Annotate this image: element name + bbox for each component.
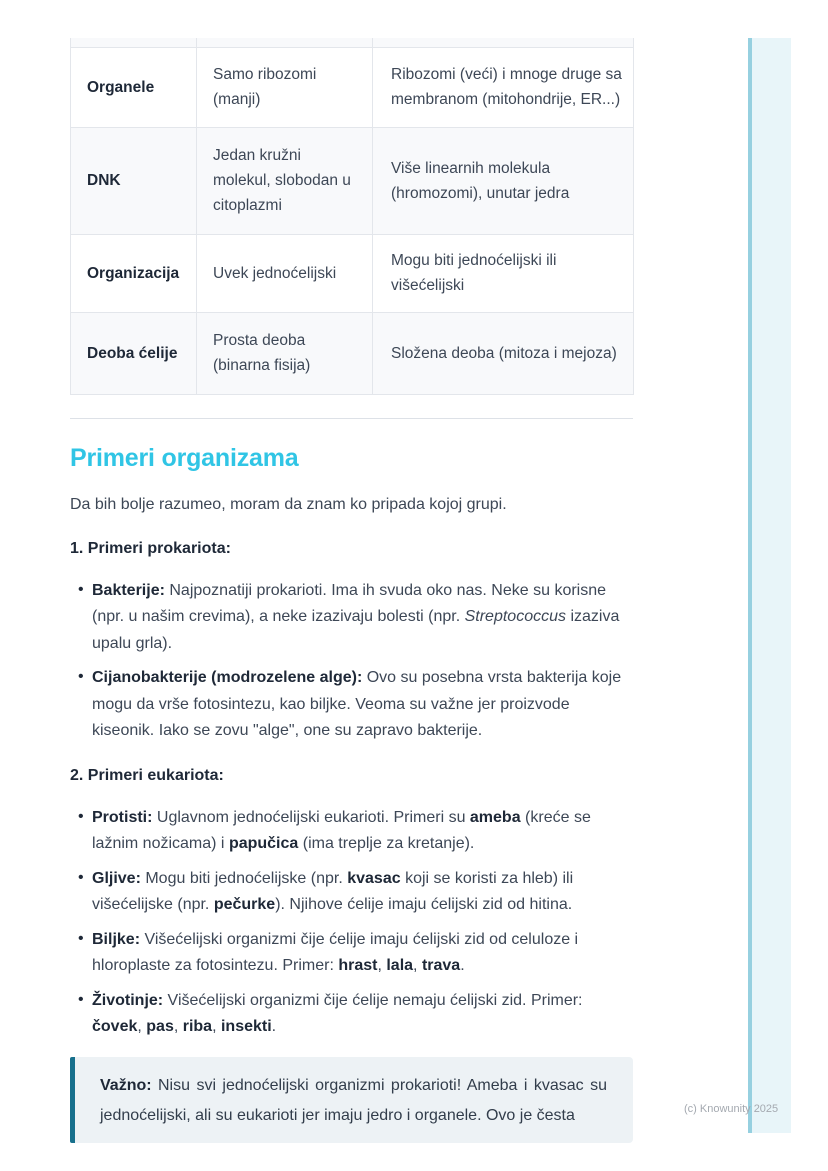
list-item-text: Gljive: Mogu biti jednoćelijske (npr. kvasac koji se koristi za hleb) ili višećelijske (npr. pečurke). Njihove ćelije imaju ćelijski zid od hitina. bbox=[92, 869, 574, 913]
eukaryote-examples-list bbox=[70, 805, 633, 1041]
eukaryote-cell: Ribozomi (veći) i mnoge druge sa membranom (mitohondrije, ER...) bbox=[373, 47, 634, 127]
prokaryote-cell: Samo ribozomi (manji) bbox=[197, 47, 373, 127]
list-item bbox=[70, 578, 633, 658]
list-item-text: Protisti: Uglavnom jednoćelijski eukarioti. Primeri su ameba (kreće se lažnim nožicama) i papučica (ima treplje za kretanje). bbox=[92, 808, 591, 852]
list-item bbox=[70, 927, 633, 980]
table-row bbox=[71, 47, 634, 127]
list-item-text: Cijanobakterije (modrozelene alge): Ovo su posebna vrsta bakterija koje mogu da vrše fotosintezu, kao biljke. Veoma su važne jer proizvode kiseonik. Iako se zovu "alge", one su zapravo bakterije. bbox=[92, 669, 622, 739]
eukaryotes-subheading: 2. Primeri eukariota: bbox=[70, 766, 224, 784]
list-item bbox=[70, 988, 633, 1041]
list-item bbox=[70, 665, 633, 745]
table-row bbox=[71, 234, 634, 312]
prokaryote-cell: Jedan kružni molekul, slobodan u citoplazmi bbox=[197, 127, 373, 234]
table-cell bbox=[373, 38, 634, 47]
prokaryotes-subheading: 1. Primeri prokariota: bbox=[70, 539, 231, 557]
section-heading: Primeri organizama bbox=[70, 443, 299, 472]
comparison-table bbox=[70, 38, 634, 395]
bullet-icon: • bbox=[78, 868, 84, 886]
prokaryote-cell: Prosta deoba (binarna fisija) bbox=[197, 312, 373, 394]
table-row bbox=[71, 312, 634, 394]
row-label-cell: Deoba ćelije bbox=[71, 312, 197, 394]
eukaryote-cell: Mogu biti jednoćelijski ili višećelijski bbox=[373, 234, 634, 312]
list-item-text: Bakterije: Najpoznatiji prokarioti. Ima ih svuda oko nas. Neke su korisne (npr. u našim crevima), a neke izazivaju bolesti (npr. Streptococcus izaziva upalu grla). bbox=[92, 581, 620, 652]
prokaryote-cell: Uvek jednoćelijski bbox=[197, 234, 373, 312]
table-row-cutoff bbox=[71, 38, 634, 47]
document-content bbox=[70, 38, 633, 1143]
bullet-icon: • bbox=[78, 990, 84, 1008]
important-callout bbox=[70, 1057, 633, 1143]
page-edge-band bbox=[748, 38, 791, 1133]
watermark: (c) Knowunity 2025 bbox=[684, 1103, 779, 1115]
table-cell bbox=[71, 38, 197, 47]
list-item-text: Biljke: Višećelijski organizmi čije ćelije imaju ćelijski zid od celuloze i hloroplaste za fotosintezu. Primer: hrast, lala, trava. bbox=[92, 930, 579, 974]
bullet-icon: • bbox=[78, 580, 84, 598]
bullet-icon: • bbox=[78, 807, 84, 825]
eukaryote-cell: Više linearnih molekula (hromozomi), unutar jedra bbox=[373, 127, 634, 234]
bullet-icon: • bbox=[78, 929, 84, 947]
intro-paragraph: Da bih bolje razumeo, moram da znam ko pripada kojoj grupi. bbox=[70, 495, 507, 513]
list-item bbox=[70, 805, 633, 858]
row-label-cell: DNK bbox=[71, 127, 197, 234]
row-label-cell: Organele bbox=[71, 47, 197, 127]
list-item-text: Životinje: Višećelijski organizmi čije ćelije nemaju ćelijski zid. Primer: čovek, pas, riba, insekti. bbox=[92, 991, 583, 1035]
bullet-icon: • bbox=[78, 668, 84, 685]
table-cell bbox=[197, 38, 373, 47]
table-row bbox=[71, 127, 634, 234]
list-item bbox=[70, 866, 633, 919]
eukaryote-cell: Složena deoba (mitoza i mejoza) bbox=[373, 312, 634, 394]
row-label-cell: Organizacija bbox=[71, 234, 197, 312]
section-divider bbox=[70, 418, 633, 419]
callout-text: Važno: Nisu svi jednoćelijski organizmi prokarioti! Ameba i kvasac su jednoćelijski, ali su eukarioti jer imaju jedro i organele. Ovo je česta bbox=[100, 1076, 607, 1124]
prokaryote-examples-list bbox=[70, 578, 633, 745]
